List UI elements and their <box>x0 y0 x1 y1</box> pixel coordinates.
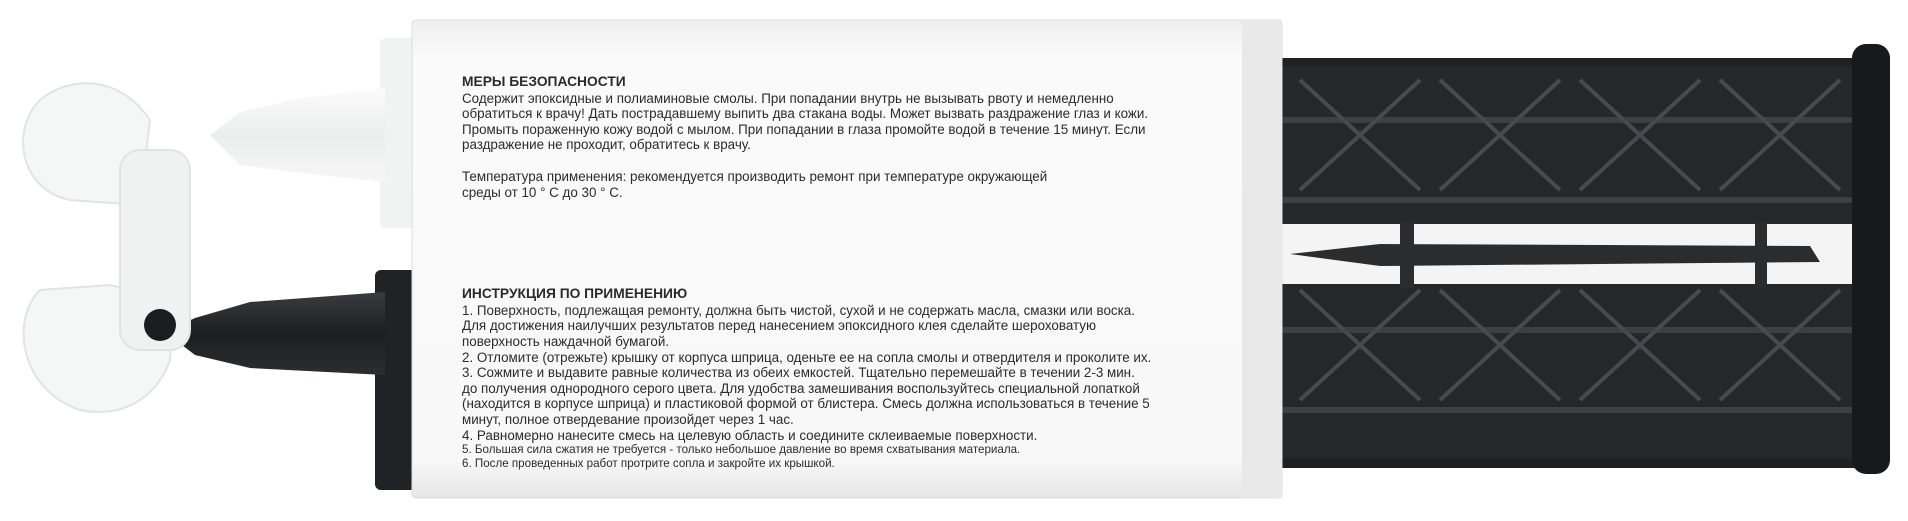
instruction-line: 2. Отломите (отрежьте) крышку от корпуса шприца, оденьте ее на сопла смолы и отвердителя и проколите их. <box>462 349 1152 365</box>
instruction-line: минут, полное отвердевание произойдет через 1 час. <box>462 411 794 427</box>
nozzle-cap-top <box>210 38 440 228</box>
instruction-line: (находится в корпусе шприца) и пластиковой формой от блистера. Смесь должна использоваться в течение 5 <box>462 396 1150 412</box>
temperature-line: Температура применения: рекомендуется производить ремонт при температуре окружающей <box>462 168 1048 184</box>
safety-line: Содержит эпоксидные и полиаминовые смолы. При попадании внутрь не вызывать рвоту и немедленно <box>462 90 1114 106</box>
instruction-line: поверхность наждачной бумагой. <box>462 333 670 349</box>
instruction-line: 1. Поверхность, подлежащая ремонту, должна быть чистой, сухой и не содержать масла, смазки или воска. <box>462 302 1135 318</box>
temperature-line: среды от 10 ° С до 30 ° С. <box>462 184 623 200</box>
instruction-line: 4. Равномерно нанесите смесь на целевую область и соедините склеиваемые поверхности. <box>462 427 1038 443</box>
instruction-small-line: 6. После проведенных работ протрите сопла и закройте их крышкой. <box>462 456 835 470</box>
instruction-small-line: 5. Большая сила сжатия не требуется - только небольшое давление во время схватывания материала. <box>462 443 1021 457</box>
instructions-title: ИНСТРУКЦИЯ ПО ПРИМЕНЕНИЮ <box>462 286 688 302</box>
butterfly-cap <box>23 83 190 412</box>
safety-line: обратиться к врачу! Дать пострадавшему выпить два стакана воды. Может вызвать раздражение глаз и кожи. <box>462 106 1149 122</box>
instruction-line: до получения однородного серого цвета. Для удобства замешивания воспользуйтесь специальной лопаткой <box>462 380 1140 396</box>
instruction-line: Для достижения наилучших результатов перед нанесением эпоксидного клея сделайте шероховатую <box>462 318 1096 334</box>
safety-line: Промыть пораженную кожу водой с мылом. При попадании в глаза промойте водой в течение 15 минут. Если <box>462 121 1146 137</box>
safety-line: раздражение не проходит, обратитесь к врачу. <box>462 137 751 153</box>
barrel-bottom <box>165 270 440 490</box>
spatula <box>1290 244 1820 266</box>
safety-title: МЕРЫ БЕЗОПАСНОСТИ <box>462 74 626 89</box>
instruction-line: 3. Сожмите и выдавите равные количества из обеих емкостей. Тщательно перемешайте в течении 2-3 мин. <box>462 365 1135 381</box>
plunger-housing <box>1268 44 1890 474</box>
label-text-block <box>462 74 1242 470</box>
